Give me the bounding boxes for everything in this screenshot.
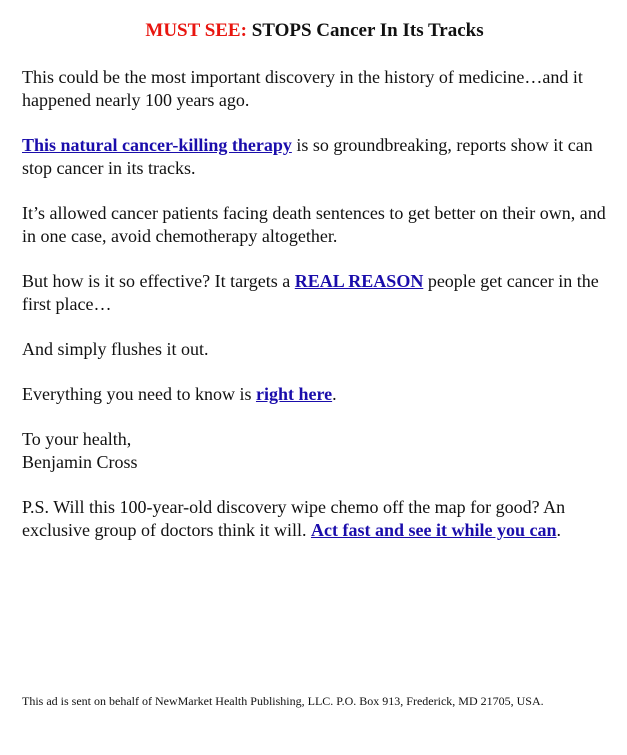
paragraph-everything	[22, 383, 607, 406]
paragraph-intro: This could be the most important discovery in the history of medicine…and it happened nearly 100 years ago.	[22, 67, 583, 110]
ps-text: P.S. Will this 100-year-old discovery wipe chemo off the map for good? An exclusive group of doctors think it will.	[22, 497, 566, 540]
paragraph-therapy	[22, 134, 607, 180]
email-body	[22, 18, 607, 564]
paragraph-patients: It’s allowed cancer patients facing death sentences to get better on their own, and in one case, avoid chemotherapy altogether.	[22, 203, 606, 246]
headline	[22, 18, 607, 44]
signature-closing: To your health,	[22, 429, 132, 449]
act-fast-link[interactable]: Act fast and see it while you can	[310, 520, 557, 540]
ps-text-after: .	[556, 520, 561, 540]
right-here-link[interactable]: right here	[255, 384, 333, 404]
paragraph-ps	[22, 496, 607, 542]
reason-text-before: But how is it so effective? It targets a	[22, 271, 295, 291]
everything-text-after: .	[332, 384, 337, 404]
real-reason-link[interactable]: REAL REASON	[294, 271, 424, 291]
headline-prefix: MUST SEE:	[145, 20, 247, 41]
footer-disclaimer: This ad is sent on behalf of NewMarket Health Publishing, LLC. P.O. Box 913, Frederick, MD 21705, USA.	[22, 694, 544, 708]
paragraph-reason	[22, 270, 607, 316]
therapy-link[interactable]: This natural cancer-killing therapy	[22, 135, 292, 155]
signature-name: Benjamin Cross	[22, 452, 138, 472]
signature	[22, 428, 607, 474]
therapy-text: is so groundbreaking, reports show it can stop cancer in its tracks.	[22, 135, 593, 178]
reason-text-after: people get cancer in the first place…	[22, 271, 599, 314]
everything-text-before: Everything you need to know is	[22, 384, 256, 404]
paragraph-flush: And simply flushes it out.	[22, 339, 209, 359]
headline-text: STOPS Cancer In Its Tracks	[251, 20, 484, 41]
